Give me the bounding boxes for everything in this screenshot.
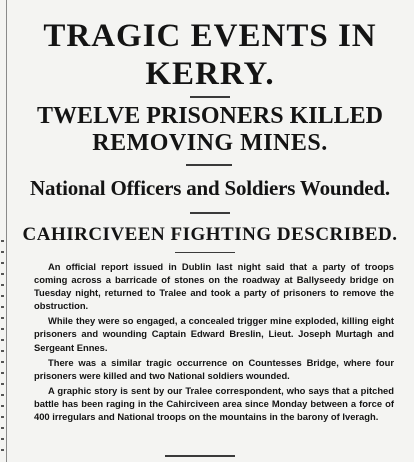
headline-line-1: TRAGIC EVENTS IN	[43, 18, 377, 54]
divider-rule	[190, 212, 230, 214]
divider-rule	[186, 164, 232, 166]
headline-line-2: KERRY.	[145, 56, 275, 92]
section-headline: CAHIRCIVEEN FIGHTING DESCRIBED.	[22, 224, 398, 245]
article-paragraph: An official report issued in Dublin last night said that a party of troops coming across a barricade of stones on the roadway at Ballyseedy bridge on Tuesday night, returned to Tralee and took a party of prisoners to remove the obstruction.	[34, 261, 394, 312]
column-rule	[6, 0, 7, 462]
article-paragraph: There was a similar tragic occurrence on Countesses Bridge, where four prisoners were killed and two National soldiers wounded.	[34, 356, 394, 381]
article-body	[34, 260, 394, 425]
divider-rule	[175, 252, 235, 253]
gutter-marks	[0, 240, 6, 450]
article-paragraph: While they were so engaged, a concealed trigger mine exploded, killing eight prisoners and wounding Captain Edward Breslin, Lieut. Joseph Murtagh and Sergeant Ennes.	[34, 315, 394, 353]
subhead-line-2: REMOVING MINES.	[92, 130, 328, 156]
subhead-line-1: TWELVE PRISONERS KILLED	[37, 103, 383, 129]
article-paragraph: A graphic story is sent by our Tralee correspondent, who says that a pitched battle has been raging in the Cahirciveen area since Monday between a force of 400 irregulars and National troops on the mountains in the barony of Iveragh.	[34, 384, 394, 423]
end-rule	[165, 455, 235, 457]
deck-headline: National Officers and Soldiers Wounded.	[30, 176, 390, 200]
divider-rule	[190, 96, 230, 98]
